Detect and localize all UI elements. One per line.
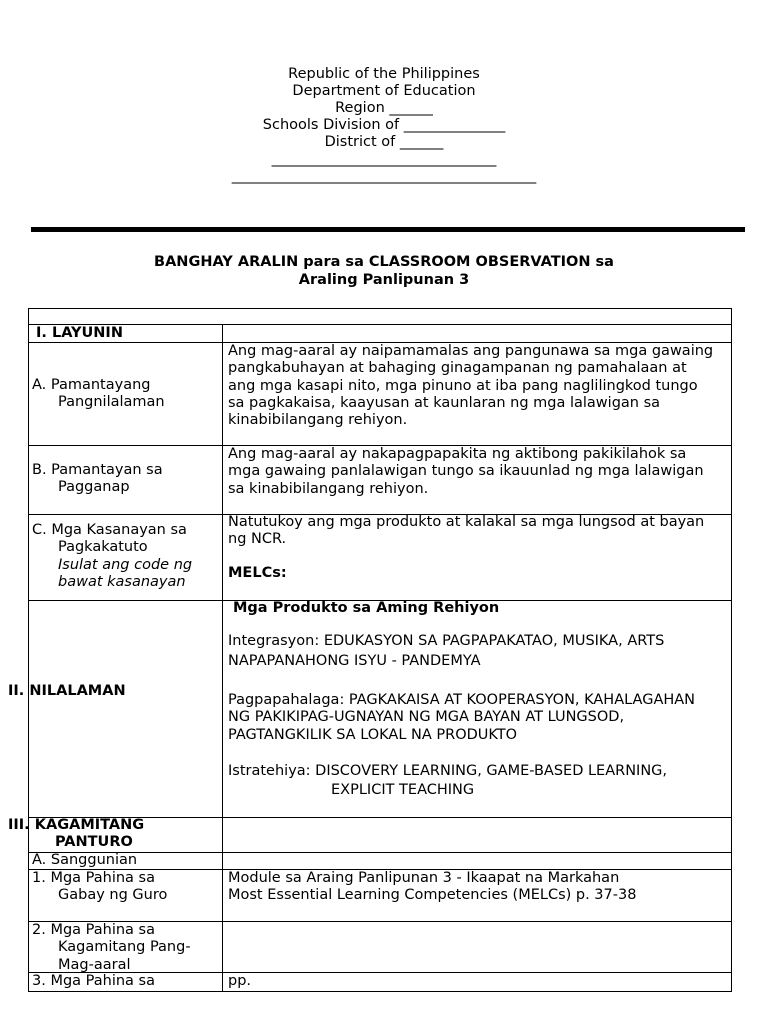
istratehiya-line-1: Istratehiya: DISCOVERY LEARNING, GAME-BASED LEARNING, (228, 763, 668, 779)
label-line: III. KAGAMITANG (8, 817, 145, 833)
label-line: Pangnilalaman (58, 394, 165, 411)
header-blank-line-1: _______________________________ (271, 151, 497, 167)
table-cell (222, 817, 732, 853)
integrasyon-line-1: Integrasyon: EDUKASYON SA PAGPAPAKATAO, MUSIKA, ARTS (228, 633, 665, 649)
label-line: Kagamitang Pang- (58, 939, 191, 956)
table-cell (222, 324, 732, 343)
title-line-1: BANGHAY ARALIN para sa CLASSROOM OBSERVATION sa (154, 254, 614, 270)
pagpapahalaga: Pagpapahalaga: PAGKAKAISA AT KOOPERASYON, KAHALAGAHAN NG PAKIKIPAG-UGNAYAN NG MGA BAYAN AT LUNGSOD, PAGTANGKILIK SA LOKAL NA PRODUKTO (228, 692, 696, 743)
label-kagamitang-pang-mag-aaral (32, 922, 220, 974)
label-line: 2. Mga Pahina sa (32, 922, 155, 938)
table-cell (28, 600, 223, 818)
table-cell (222, 852, 732, 870)
header-divider (31, 227, 745, 232)
mga-pahina-3-text: pp. (228, 973, 252, 989)
label-mga-pahina-3: 3. Mga Pahina sa (32, 973, 155, 989)
header-region: Region ______ (335, 100, 433, 116)
sanggunian-label: A. Sanggunian (32, 852, 138, 868)
header-republic: Republic of the Philippines (288, 66, 480, 82)
istratehiya-line-2: EXPLICIT TEACHING (331, 782, 475, 798)
label-gabay-ng-guro (32, 870, 220, 905)
label-line: bawat kasanayan (58, 573, 186, 590)
label-line: PANTURO (55, 834, 133, 851)
melcs-label: MELCs: (228, 565, 287, 581)
label-line: B. Pamantayan sa (32, 462, 163, 478)
gabay-ng-guro-text (228, 870, 636, 905)
text-mga-kasanayan: Natutukoy ang mga produkto at kalakal sa mga lungsod at bayan ng NCR. (228, 514, 705, 548)
section-kagamitang-panturo (8, 817, 144, 852)
section-nilalaman: II. NILALAMAN (8, 683, 126, 699)
nilalaman-title: Mga Produkto sa Aming Rehiyon (233, 600, 500, 616)
header-blank-line-2: __________________________________________ (231, 168, 537, 184)
section-layunin: I. LAYUNIN (36, 325, 123, 341)
label-line: 1. Mga Pahina sa (32, 870, 155, 886)
header-division: Schools Division of ______________ (262, 117, 506, 133)
text-pamantayang-pangnilalaman: Ang mag-aaral ay naipamamalas ang pangunawa sa mga gawaing pangkabuhayan at bahaging ginagampanan ng pamahalaan at ang mga kasapi nito, mga pinuno at iba pang naglilingkod tungo sa pagkakaisa, kaayusan at kaunlaran ng mga lalawigan sa kinabibilangang rehiyon. (228, 343, 714, 429)
text-line: Module sa Araing Panlipunan 3 - Ikaapat na Markahan (228, 870, 620, 886)
label-pamantayang-pangnilalaman (32, 377, 220, 412)
label-line: Isulat ang code ng (58, 556, 193, 573)
label-line: C. Mga Kasanayan sa (32, 522, 187, 538)
text-pamantayan-sa-pagganap: Ang mag-aaral ay nakapagpapakita ng aktibong pakikilahok sa mga gawaing panlalawigan tungo sa ikauunlad ng mga lalawigan sa kinabibilangang rehiyon. (228, 446, 704, 497)
header-district: District of ______ (324, 134, 444, 150)
text-line: Most Essential Learning Competencies (MELCs) p. 37-38 (228, 887, 637, 904)
header-department: Department of Education (292, 83, 476, 99)
label-line: Pagkakatuto (58, 539, 148, 556)
label-line: Mag-aaral (58, 956, 131, 973)
table-cell (222, 921, 732, 973)
label-pamantayan-sa-pagganap (32, 462, 220, 497)
title-line-2: Araling Panlipunan 3 (298, 272, 470, 288)
label-line: Pagganap (58, 479, 130, 496)
label-mga-kasanayan (32, 522, 220, 591)
label-line: A. Pamantayang (32, 377, 151, 393)
label-line: Gabay ng Guro (58, 887, 168, 904)
integrasyon-line-2: NAPAPANAHONG ISYU - PANDEMYA (228, 653, 481, 669)
table-cell (222, 972, 732, 992)
document-header (0, 66, 768, 185)
document-title (0, 253, 768, 289)
table-top-row (28, 308, 732, 325)
